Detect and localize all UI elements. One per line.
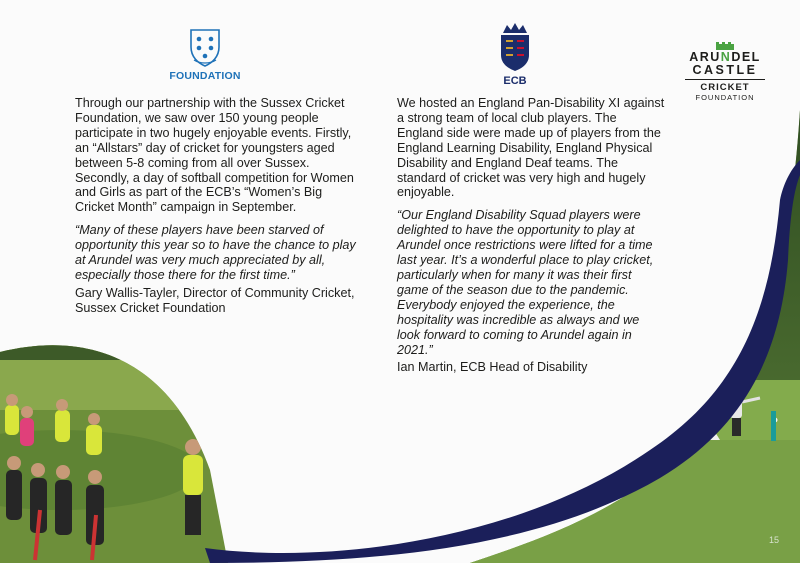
left-quote: “Many of these players have been starved of opportunity this year so to have the chance to play at Arundel was very much appreciated by all, especially those there for the first time.” [75, 223, 356, 282]
ecb-logo-text: ECB [503, 75, 527, 87]
left-team-photo [0, 330, 240, 563]
sussex-shield-logo [188, 27, 222, 67]
left-body-paragraph: Through our partnership with the Sussex Cricket Foundation, we saw over 150 young people participate in two hugely enjoyable events. Firstly, an “Allstars” day of cricket for youngsters aged between 5-8 coming from all over Sussex. Secondly, a day of softball competition for Women and Girls as part of the ECB’s “Women’s Big Cricket Month” campaign in September. [75, 96, 354, 215]
arundel-line-3: CRICKET [700, 82, 750, 93]
right-attribution: Ian Martin, ECB Head of Disability [397, 360, 588, 375]
right-column [397, 96, 665, 375]
right-quote: “Our England Disability Squad players were delighted to have the opportunity to play at Arundel once restrictions were lifted for a time last year. It’s a wonderful place to play cricket, particularly when for many it was their first game of the season due to the pandemic. Everybody enjoyed the experience, the hospitality was incredible as always and we look forward to coming to Arundel again in 2021.” [397, 208, 654, 357]
sussex-foundation-label: FOUNDATION [169, 70, 241, 82]
arundel-divider [685, 79, 765, 80]
left-column [75, 96, 357, 316]
page-number: 15 [769, 535, 780, 545]
arundel-castle-logo [682, 40, 768, 102]
right-body-paragraph: We hosted an England Pan-Disability XI against a strong team of local club players. The England side were made up of players from the England Learning Disability, England Physical Disability and England Deaf teams. The standard of cricket was very high and hugely enjoyable. [397, 96, 665, 200]
arundel-line-4: FOUNDATION [695, 93, 755, 102]
arundel-line-2: CASTLE [692, 63, 758, 77]
left-attribution: Gary Wallis-Tayler, Director of Community Cricket, Sussex Cricket Foundation [75, 285, 355, 315]
arundel-line-1: ARUNDEL [689, 50, 761, 64]
ecb-crest-logo [498, 21, 532, 87]
castle-turret-icon [715, 40, 735, 50]
